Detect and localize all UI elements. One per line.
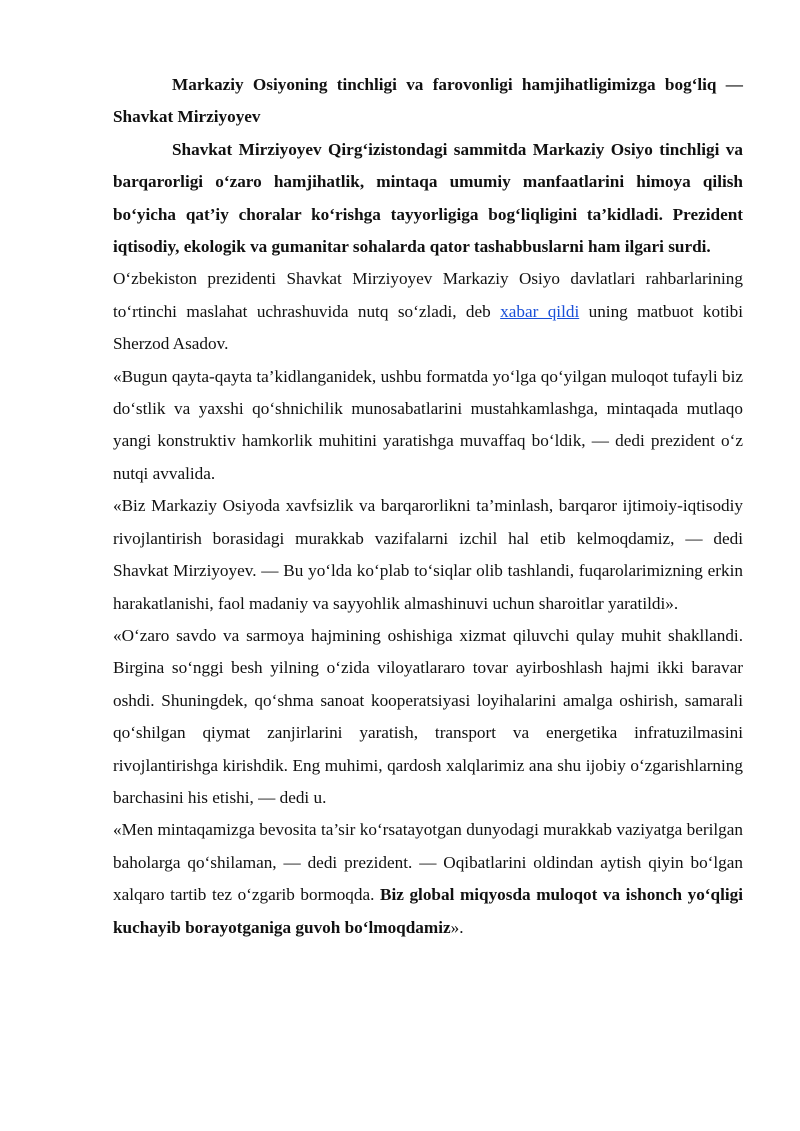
intro-paragraph: [113, 263, 743, 360]
document-page: [113, 69, 743, 944]
intro-text-before-link: O‘zbekiston prezidenti Shavkat Mirziyoyev Markaziy Osiyo davlatlari rahbarlarining to‘rtinchi maslahat uchrashuvida nutq so‘zladi, deb: [113, 269, 743, 321]
source-link[interactable]: xabar qildi: [500, 301, 580, 321]
article-title: Markaziy Osiyoning tinchligi va farovonligi hamjihatligimizga bog‘liq — Shavkat Mirziyoyev: [113, 75, 743, 127]
quote4-normal-text: «Men mintaqamizga bevosita ta’sir ko‘rsatayotgan dunyodagi murakkab vaziyatga berilgan baholarga qo‘shilaman, — dedi prezident. — Oqibatlarini oldindan aytish qiyin bo‘lgan xalqaro tartib tez o‘zgarib bormoqda.: [113, 820, 743, 905]
quote4-bold-text: Biz global miqyosda muloqot va ishonch yo‘qligi kuchayib borayotganiga guvoh bo‘lmoqdamiz: [113, 885, 744, 937]
article-lead: Shavkat Mirziyoyev Qirg‘izistondagi sammitda Markaziy Osiyo tinchligi va barqarorligi o‘zaro hamjihatlik, mintaqa umumiy manfaatlarini himoya qilish bo‘yicha qat’iy choralar ko‘rishga tayyorligiga bog‘liqligini ta’kidladi. Prezident iqtisodiy, ekologik va gumanitar sohalarda qator tashabbuslarni ham ilgari surdi.: [113, 139, 743, 257]
quote-paragraph-2: «Biz Markaziy Osiyoda xavfsizlik va barqarorlikni ta’minlash, barqaror ijtimoiy-iqtisodiy rivojlantirish borasidagi murakkab vazifalarni izchil hal etib kelmoqdamiz, — dedi Shavkat Mirziyoyev. — Bu yo‘lda ko‘plab to‘siqlar olib tashlandi, fuqarolarimizning erkin harakatlanishi, faol madaniy va sayyohlik almashinuvi uchun sharoitlar yaratildi».: [113, 496, 743, 613]
quote-paragraph-4: [113, 814, 743, 944]
quote4-end-text: ».: [450, 917, 464, 937]
intro-text-after-link: uning matbuot kotibi Sherzod Asadov.: [113, 301, 743, 354]
quote-paragraph-3: «O‘zaro savdo va sarmoya hajmining oshishiga xizmat qiluvchi qulay muhit shakllandi. Birgina so‘nggi besh yilning o‘zida viloyatlararo tovar ayirboshlash hajmi ikki baravar oshdi. Shuningdek, qo‘shma sanoat kooperatsiyasi loyihalarini amalga oshirish, samarali qo‘shilgan qiymat zanjirlarini yaratish, transport va energetika infratuzilmasini rivojlantirishga kirishdik. Eng muhimi, qardosh xalqlarimiz ana shu ijobiy o‘zgarishlarning barchasini his etishi, — dedi u.: [113, 625, 743, 807]
quote-paragraph-1: «Bugun qayta-qayta ta’kidlanganidek, ushbu formatda yo‘lga qo‘yilgan muloqot tufayli biz do‘stlik va yaxshi qo‘shnichilik munosabatlarini mustahkamlashga, mintaqada mutlaqo yangi konstruktiv hamkorlik muhitini yaratishga muvaffaq bo‘ldik, — dedi prezident o‘z nutqi avvalida.: [113, 366, 743, 483]
